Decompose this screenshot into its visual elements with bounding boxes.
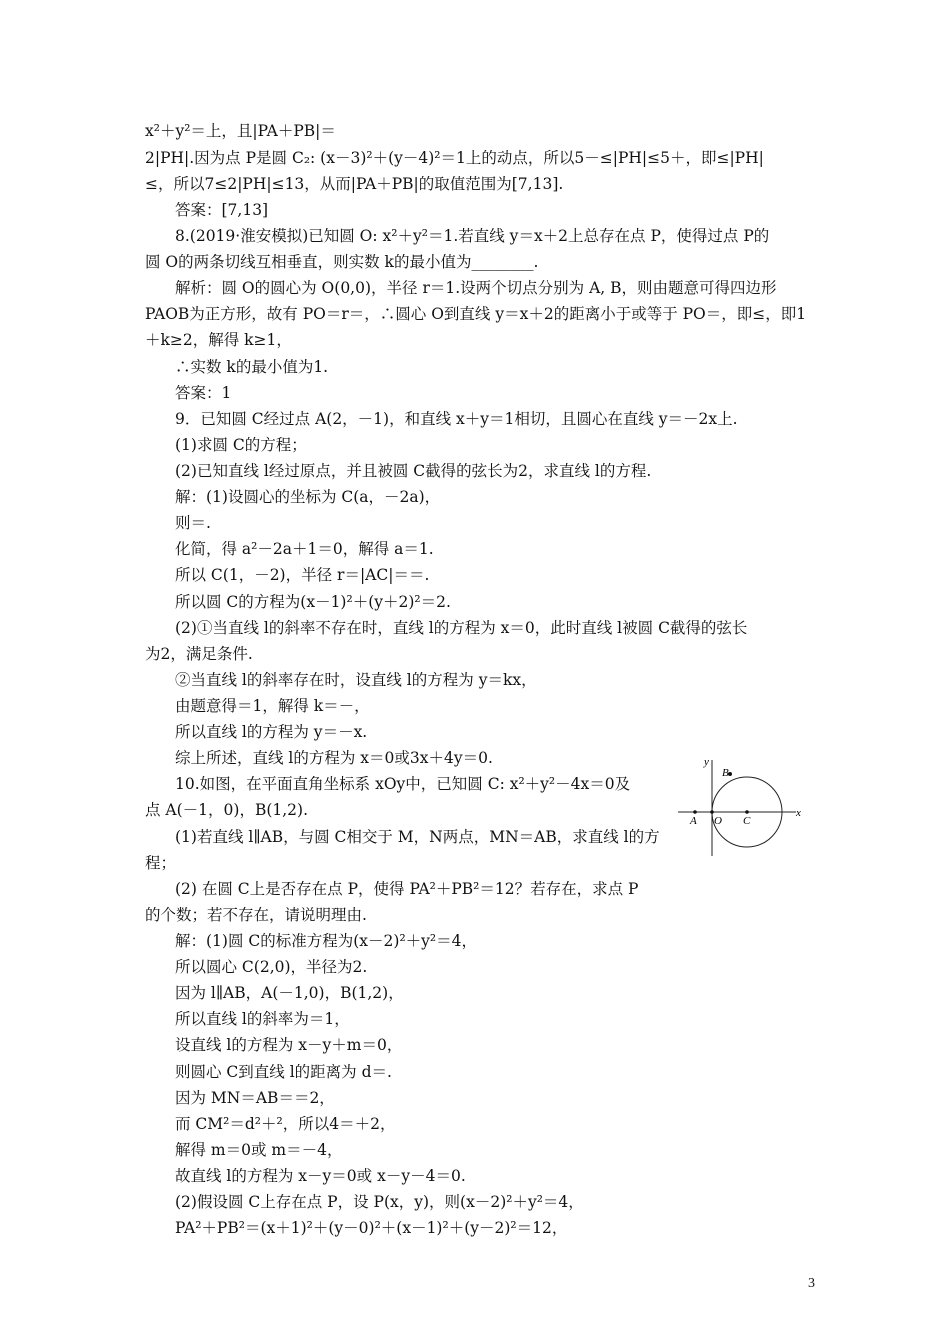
text-line: (2)假设圆 C上存在点 P，设 P(x，y)，则(x－2)²＋y²＝4，: [175, 1193, 584, 1211]
text-line: 圆 O的两条切线互相垂直，则实数 k的最小值为________.: [145, 253, 539, 271]
text-line: ≤，所以7≤2|PH|≤13，从而|PA＋PB|的取值范围为[7,13].: [145, 175, 564, 193]
point-c-label: C: [743, 815, 751, 827]
origin-label: O: [714, 815, 722, 827]
text-line: 解：(1)设圆心的坐标为 C(a，－2a)，: [175, 488, 441, 506]
text-line: 9．已知圆 C经过点 A(2，－1)，和直线 x＋y＝1相切，且圆心在直线 y＝－2x上.: [175, 410, 738, 428]
text-line: 所以 C(1，－2)，半径 r＝|AC|＝＝.: [175, 566, 430, 584]
text-line: 故直线 l的方程为 x－y＝0或 x－y－4＝0.: [175, 1167, 466, 1185]
text-line: 为2，满足条件.: [145, 645, 253, 663]
text-line: ∴实数 k的最小值为1.: [175, 358, 329, 376]
point-o: [710, 810, 714, 814]
text-line: 则＝.: [175, 514, 211, 532]
text-line: 所以直线 l的斜率为＝1，: [175, 1010, 350, 1028]
point-c: [745, 810, 749, 814]
text-line: 所以直线 l的方程为 y＝－x.: [175, 723, 368, 741]
page-number: 3: [808, 1276, 815, 1291]
text-line: 则圆心 C到直线 l的距离为 d＝.: [175, 1063, 392, 1081]
text-line: 所以圆心 C(2,0)，半径为2.: [175, 958, 368, 976]
text-line: (1)求圆 C的方程；: [175, 436, 307, 454]
text-line: 而 CM²＝d²＋²，所以4＝＋2，: [175, 1115, 396, 1133]
text-line: 的个数；若不存在，请说明理由.: [145, 906, 367, 924]
text-line: ②当直线 l的斜率存在时，设直线 l的方程为 y＝kx，: [175, 671, 537, 689]
coordinate-figure: [676, 752, 808, 858]
text-line: 化简，得 a²－2a＋1＝0，解得 a＝1.: [175, 540, 434, 558]
text-line: (2)①当直线 l的斜率不存在时，直线 l的方程为 x＝0，此时直线 l被圆 C截得的弦长: [175, 619, 748, 637]
text-line: (2) 在圆 C上是否存在点 P，使得 PA²＋PB²＝12？若存在，求点 P: [175, 880, 639, 898]
text-line: PA²＋PB²＝(x＋1)²＋(y－0)²＋(x－1)²＋(y－2)²＝12，: [175, 1219, 568, 1237]
point-a: [693, 810, 697, 814]
text-line: 8.(2019·淮安模拟)已知圆 O: x²＋y²＝1.若直线 y＝x＋2上总存在点 P，使得过点 P的: [175, 227, 770, 245]
text-line: 程；: [145, 854, 177, 872]
text-line: PAOB为正方形，故有 PO＝r＝，∴圆心 O到直线 y＝x＋2的距离小于或等于 PO＝，即≤，即1: [145, 305, 807, 323]
text-line: 答案：[7,13]: [175, 201, 269, 219]
text-line: 由题意得＝1，解得 k＝－，: [175, 697, 370, 715]
text-line: 设直线 l的方程为 x－y＋m＝0，: [175, 1036, 403, 1054]
text-line: 解析：圆 O的圆心为 O(0,0)，半径 r＝1.设两个切点分别为 A, B，则由题意可得四边形: [175, 279, 777, 297]
text-line: 10.如图，在平面直角坐标系 xOy中，已知圆 C: x²＋y²－4x＝0及: [175, 775, 631, 793]
text-line: 点 A(－1，0)，B(1,2).: [145, 801, 309, 819]
text-line: 解：(1)圆 C的标准方程为(x－2)²＋y²＝4，: [175, 932, 477, 950]
text-line: 综上所述，直线 l的方程为 x＝0或3x＋4y＝0.: [175, 749, 493, 767]
text-line: 2|PH|.因为点 P是圆 C₂: (x－3)²＋(y－4)²＝1上的动点，所以5－≤|PH|≤5＋，即≤|PH|: [145, 149, 764, 167]
text-line: (2)已知直线 l经过原点，并且被圆 C截得的弦长为2，求直线 l的方程.: [175, 462, 652, 480]
text-line: ＋k≥2，解得 k≥1，: [145, 331, 292, 349]
y-axis-label: y: [704, 756, 709, 768]
x-axis-label: x: [796, 807, 801, 819]
text-line: 因为 l∥AB，A(－1,0)，B(1,2)，: [175, 984, 404, 1002]
text-line: (1)若直线 l∥AB，与圆 C相交于 M，N两点，MN＝AB，求直线 l的方: [175, 828, 660, 846]
text-line: 解得 m＝0或 m＝－4，: [175, 1141, 343, 1159]
text-line: 所以圆 C的方程为(x－1)²＋(y＋2)²＝2.: [175, 593, 451, 611]
text-line: x²＋y²＝上，且|PA＋PB|＝: [145, 122, 336, 140]
text-line: 答案：1: [175, 384, 232, 402]
point-a-label: A: [690, 815, 697, 827]
text-line: 因为 MN＝AB＝＝2，: [175, 1089, 335, 1107]
point-b-label: B: [722, 767, 729, 779]
